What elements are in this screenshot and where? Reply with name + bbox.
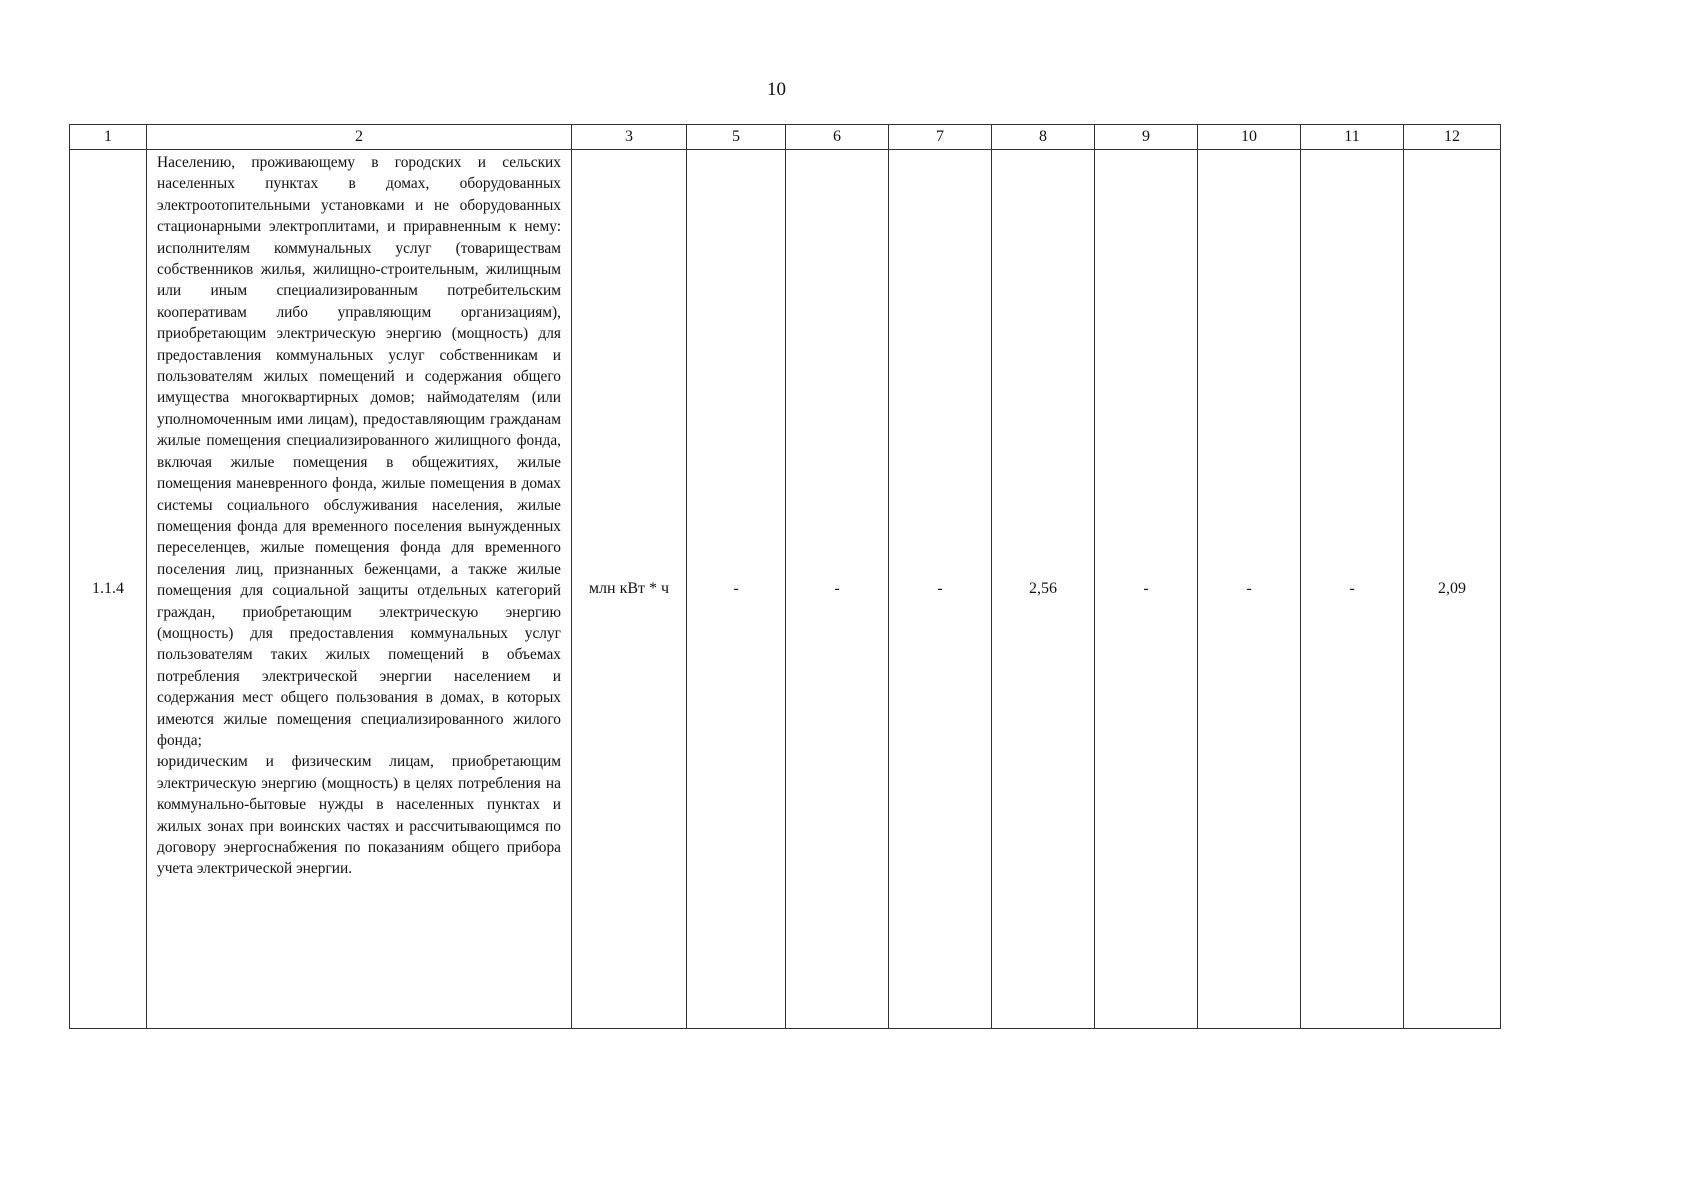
table-header-row: [70, 125, 1501, 150]
row-value-col12: 2,09: [1404, 150, 1501, 1029]
row-value-col6: -: [786, 150, 889, 1029]
column-header: 11: [1301, 125, 1404, 150]
row-value-col9: -: [1095, 150, 1198, 1029]
row-value-col5: -: [687, 150, 786, 1029]
column-header: 12: [1404, 125, 1501, 150]
row-unit: млн кВт * ч: [572, 150, 687, 1029]
row-description: [147, 150, 572, 1029]
tariff-table: [69, 124, 1501, 1029]
table-row: [70, 150, 1501, 1029]
row-value-col8: 2,56: [992, 150, 1095, 1029]
column-header: 5: [687, 125, 786, 150]
column-header: 10: [1198, 125, 1301, 150]
column-header: 6: [786, 125, 889, 150]
row-value-col7: -: [889, 150, 992, 1029]
column-header: 9: [1095, 125, 1198, 150]
page-number: 10: [767, 79, 786, 100]
row-description-text: Населению, проживающему в городских и сельских населенных пунктах в домах, оборудованных электроотопительными установками и не оборудованных стационарными электроплитами, и приравненным к нему: исполнителям коммунальных услуг (товариществам собственников жилья, жилищно-строительным, жилищным или иным специализированным потребительским кооперативам либо управляющим организациям), приобретающим электрическую энергию (мощность) для предоставления коммунальных услуг собственникам и пользователям жилых помещений и содержания общего имущества многоквартирных домов; наймодателям (или уполномоченным ими лицам), предоставляющим гражданам жилые помещения специализированного жилищного фонда, включая жилые помещения в общежитиях, жилые помещения маневренного фонда, жилые помещения в домах системы социального обслуживания населения, жилые помещения фонда для временного поселения вынужденных переселенцев, жилые помещения фонда для временного поселения лиц, признанных беженцами, а также жилые помещения для социальной защиты отдельных категорий граждан, приобретающим электрическую энергию (мощность) для предоставления коммунальных услуг пользователям таких жилых помещений в объемах потребления электрической энергии населением и содержания мест общего пользования в домах, в которых имеются жилые помещения специализированного жилого фонда; юридическим и физическим лицам, приобретающим электрическую энергию (мощность) в целях потребления на коммунально-бытовые нужды в населенных пунктах и жилых зонах при воинских частях и рассчитывающимся по договору энергоснабжения по показаниям общего прибора учета электрической энергии.: [157, 154, 561, 878]
row-value-col10: -: [1198, 150, 1301, 1029]
row-value-col11: -: [1301, 150, 1404, 1029]
column-header: 7: [889, 125, 992, 150]
column-header: 8: [992, 125, 1095, 150]
column-header: 3: [572, 125, 687, 150]
row-code: 1.1.4: [70, 150, 147, 1029]
column-header: 1: [70, 125, 147, 150]
column-header: 2: [147, 125, 572, 150]
